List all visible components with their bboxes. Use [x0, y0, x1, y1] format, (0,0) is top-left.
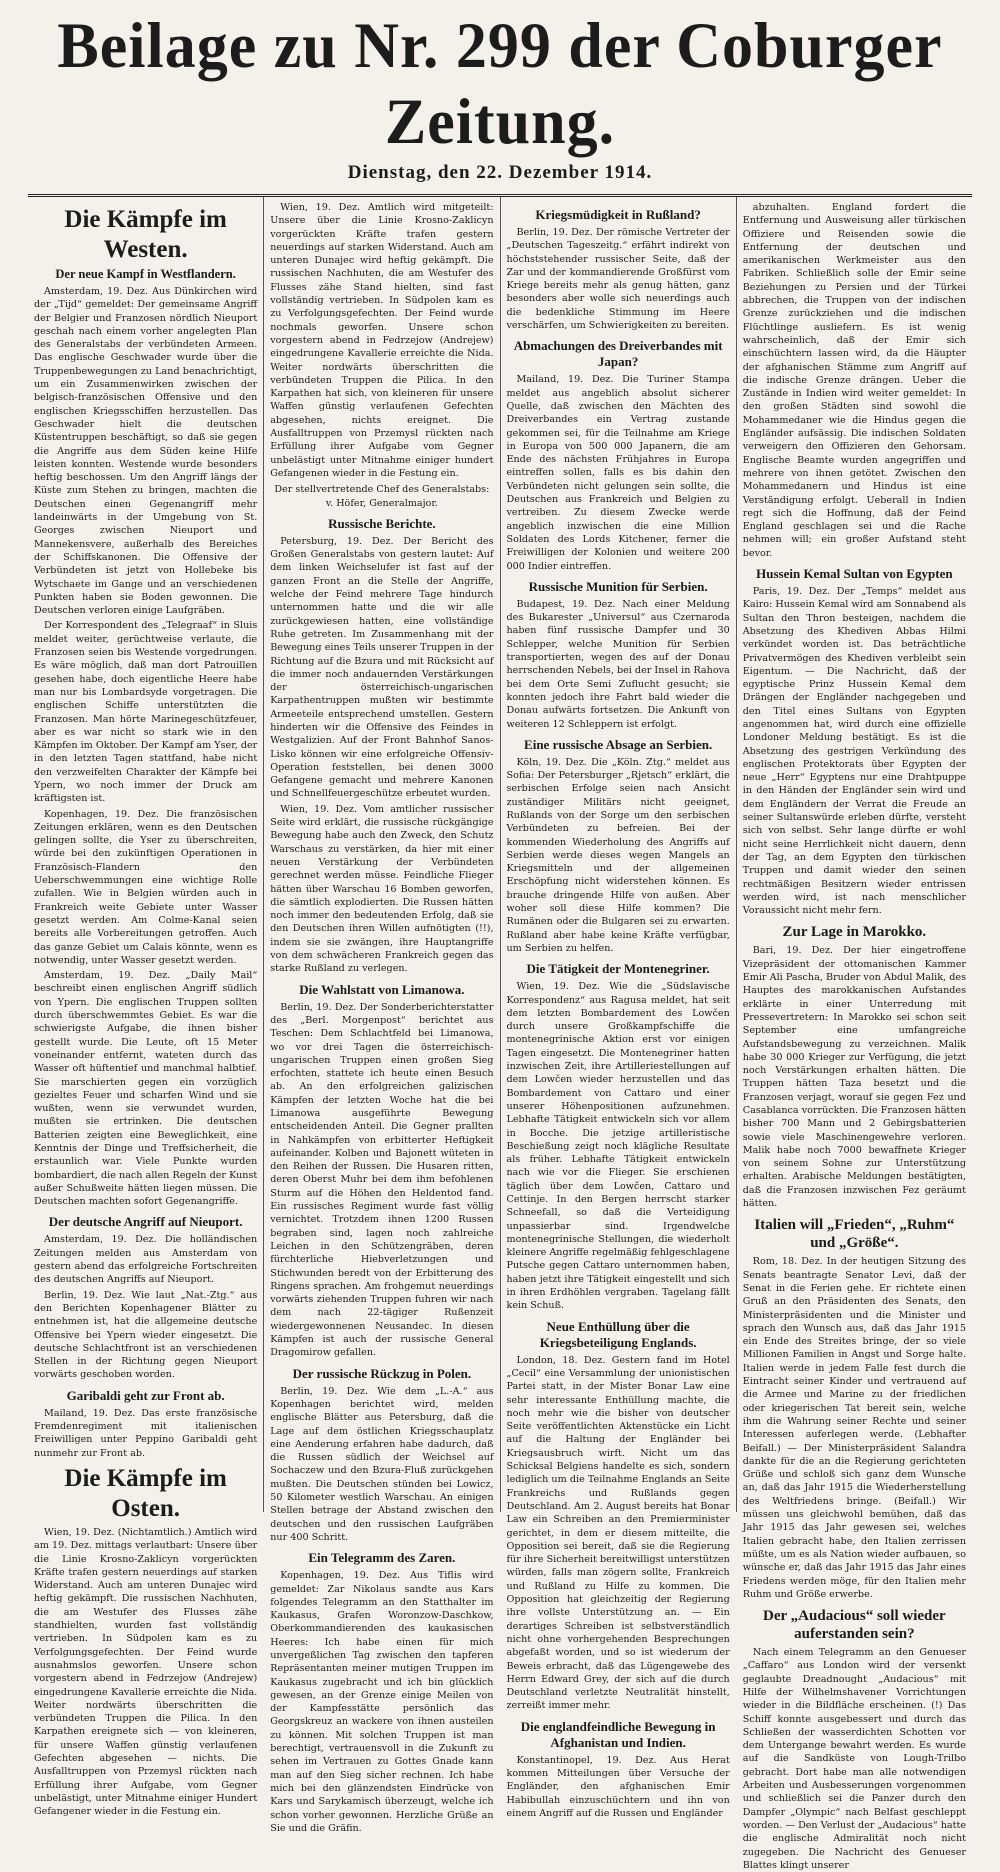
article-headline: Der „Audacious“ soll wieder auferstanden sein?	[763, 1608, 946, 1643]
article-paragraph: Der Korrespondent des „Telegraaf“ in Sluis meldet weiter, gerüchtweise verlaute, die Franzosen seien bis Westende vorgedrungen. Es wäre möglich, daß man dort Patrouillen gesehen habe, doch eigentliche Heere habe man nur bis Lombardsyde vorgetragen. Die englischen Schiffe unterstützten die Franzosen. Man hörte Marinegeschützfeuer, aber es war nicht so stark wie in den Kämpfen im Oktober. Der Kampf am Yser, der in den letzten Tagen stattfand, habe nicht den verzweifelten Charakter der Kämpfe bei Ypern, wo noch immer der Druck am kräftigsten ist.	[34, 620, 258, 805]
article-paragraph: Budapest, 19. Dez. Nach einer Meldung des Bukarester „Universul“ aus Czernaroda haben fünf russische Dampfer und 30 Schlepper, welche Munition für Serbien transportierten, wegen des auf der Donau herrschenden Nebels, bei der Insel in Rahova bei dem Orte Semi Zuflucht gesucht; sie konnten jedoch ihre Fahrt bald wieder die Donau aufwärts fortsetzen. Die Ankunft von weiteren 12 Schleppern ist erfolgt.	[506, 598, 730, 730]
masthead-title: Beilage zu Nr. 299 der Coburger Zeitung.	[57, 10, 943, 158]
article-paragraph: Berlin, 19. Dez. Der Sonderberichterstatter des „Berl. Morgenpost“ berichtet aus Teschen: Dem Schlachtfeld bei Limanowa, wo vor drei Tagen die österreichisch-ungarischen Truppen einen großen Sieg erfochten, stattete ich heute einen Besuch ab. An den erfolgreichen galizischen Kämpfen der letzten Woche hat die bei Limanowa ausgeführte Bewegung entscheidenden Anteil. Die Gegner prallten in Nahkämpfen von erbitterter Heftigkeit aufeinander. Kolben und Bajonett wüteten in den Reihen der Russen. Die Husaren ritten, deren Oberst Muhr bei dem ihm befohlenen Sturm auf die Höhen den Heldentod fand. Ein russisches Regiment wurde fast völlig vernichtet. Trotzdem ihnen 1200 Russen begraben sind, lagen noch zahlreiche Leichen in den Schützengräben, deren fürchterliche Hiebverletzungen und Stichwunden beredt von der Erbitterung des Ringens sprachen. Am frohgemut neuerdings vorwärts ziehenden Truppen fuhren wir nach dem nach 22-tägiger Rußenzeit wiedergewonnenen Neusandec. In diesen Kämpfen ist auch der russische General Dragomirow gefallen.	[270, 1001, 494, 1359]
issue-date: Dienstag, den 22. Dezember 1914.	[347, 162, 653, 183]
article-paragraph: Wien, 19. Dez. Amtlich wird mitgeteilt: Unsere über die Linie Krosno-Zaklicyn vorgerückten Kräfte trafen gestern neuerdings auf starken Widerstand. Auch am unteren Dunajec wird heftig gekämpft. Die russischen Nachhuten, die am Westufer des Flusses zähe Stand hielten, sind fast vollständig vertrieben. In Südpolen kam es zu Verfolgungsgefechten. Der Feind wurde nochmals geworfen. Unsere schon vorgestern abend in Fedrzejow (Andrejew) eingedrungene Kavallerie erreichte die Nida. Weiter nordwärts überschritten die verbündeten Truppen die Pilica. In den Karpathen hat sich, von kleineren für unsere Waffen günstig verlaufenen Gefechten abgesehen, nichts ereignet. Die Ausfalltruppen von Przemysl rückten nach Erfüllung ihrer Aufgabe vom Gegner unbelästigt unter Mitnahme einiger hundert Gefangenen wieder in die Festung ein.	[270, 202, 494, 479]
article-paragraph: Mailand, 19. Dez. Die Turiner Stampa meldet aus angeblich absolut sicherer Quelle, daß zwischen den Mächten des Dreiverbandes ein Vertrag zustande gekommen sei, für die Teilnahme am Kriege in Europa von 500 000 Japanern, die am Ende des nächsten Frühjahres in Europa eintreffen sollen, falls es bis dahin den Verbündeten nicht gelungen sein sollte, die Deutschen aus Frankreich und Belgien zu vertreiben. Zu diesem Zwecke werde angeblich inzwischen die eine Million Soldaten des Lords Kitchener, ferner die Freiwilligen der Kolonien und weitere 200 000 Indier eintreffen.	[506, 374, 730, 572]
article-headline: Hussein Kemal Sultan von Egypten	[756, 566, 953, 582]
article-headline: Eine russische Absage an Serbien.	[524, 736, 713, 752]
article-paragraph: Nach einem Telegramm an den Genueser „Caffaro“ aus London wird der versenkt geglaubte Dreadnought „Audacious“ mit Hilfe der Wilhelmshavener Vorrichtungen wieder in die Bildfläche erscheinen. (!) Das Schiff konnte ausgebessert und durch das Schließen der wasserdichten Schotten vor dem Untergange bewahrt werden. Es wurde auf die Sandküste von Lough-Trilbo gebracht. Dort habe man alle notwendigen Arbeiten und Ausbesserungen vorgenommen und schließlich sei die Panzer durch den Dampfer „Olympic“ nach Belfast geschleppt worden. — Den Verlust der „Audacious“ hatte die englische Admiralität noch nicht zugegeben. Die Nachricht des Genueser Blattes klingt unserer	[742, 1647, 967, 1871]
article-headline: Ein Telegramm des Zaren.	[308, 1550, 456, 1566]
article-paragraph: Mailand, 19. Dez. Das erste französische Fremdenregiment mit italienischen Freiwilligen unter Peppino Garibaldi geht nunmehr zur Front ab.	[34, 1407, 258, 1459]
article-paragraph: London, 18. Dez. Gestern fand im Hotel „Cecil“ eine Versammlung der unionistischen Partei statt, in der Mister Bonar Law eine sehr interessante Enthüllung machte, die noch mehr wie die bisher von deutscher Seite veröffentlichten Aktenstücke ein Licht auf die Haltung der Engländer bei Kriegsausbruch wirft. Nicht um das Schicksal Belgiens handelte es sich, sondern lediglich um die Teilnahme Englands an Seite Frankreichs und Rußlands gegen Deutschland. Am 2. August bereits hat Bonar Law ein Schreiben an den Premierminister gerichtet, in dem er diesem mitteilte, die Opposition sei bereit, daß sie die Regierung für ihre Sicherheit bereitwilligst unterstützen würden, falls man zögern sollte, Frankreich und Rußland zu Hilfe zu kommen. Die Opposition hat gleichzeitig der Regierung ihre vollste Unterstützung an. — Ein derartiges Schreiben ist selbstverständlich nicht ohne vorhergehenden Besprechungen abgefaßt worden, und so ist wiederum der Beweis erbracht, daß das Lügengewebe des Herrn Edward Grey, der sich auf die durch Deutschland verletzte Neutralität hinstellt, zerreißt immer mehr.	[506, 1354, 730, 1712]
article-paragraph: abzuhalten. England fordert die Entfernung und Ausweisung aller türkischen Offiziere und Reisenden sowie die Entfernung der deutschen und amerikanischen Werkmeister aus den Fabriken. Schließlich solle der Emir seine Beziehungen zu Persien und der Türkei abbrechen, die Truppen von der indischen Grenze zurückziehen und die indischen Flüchtlinge ausliefern. Es ist wenig wahrscheinlich, daß der Emir sich einschüchtern lassen wird, da die Häupter der afghanischen Stämme zum Angriff auf die indische Grenze drängen. Ueber die Zustände in Indien wird weiter gemeldet: In den großen Städten sind sowohl die Mohammedaner wie die Hindus gegen die Engländer aufsässig. Die indischen Soldaten verweigern den Offizieren den Gehorsam. Englische Beamte wurden angegriffen und mehrere von ihnen getötet. Zwischen den Mohammedanern und Hindus ist eine Verständigung erfolgt. Ueberall in Indien regt sich die Hoffnung, daß der Feind England geschlagen sei und die Rache nehmen will; ein großer Aufstand steht bevor.	[742, 202, 966, 559]
article-paragraph: Köln, 19. Dez. Die „Köln. Ztg.“ meldet aus Sofia: Der Petersburger „Rjetsch“ erklärt, die serbischen Erfolge seien nach Ansicht zuständiger Militärs nicht geeignet, Rußlands von der Sorge um den serbischen Verbündeten zu befreien. Bei der kommenden Wiederholung des Angriffs auf Serbien werde dieses wegen Mangels an Kriegsmitteln und der allgemeinen Erschöpfung nicht widerstehen können. Es brauche dringende Hilfe von außen. Aber woher soll diese Hilfe kommen? Die Rumänen oder die Bulgaren sei zu erwarten. Rußland aber habe keine Kräfte verfügbar, um Serbien zu helfen.	[506, 756, 730, 954]
article-paragraph: Berlin, 19. Dez. Der römische Vertreter der „Deutschen Tageszeitg.“ erfährt indirekt von höchststehender russischer Seite, daß der Zar und der kommandierende Großfürst vom Kriege bereits mehr als genug hätten, ganz besonders aber wolle sich neuerdings auch die bedenkliche Stimmung im Heere verschärfen, um Schwierigkeiten zu bereiten.	[506, 227, 730, 332]
article-headline: Kriegsmüdigkeit in Rußland?	[535, 207, 701, 222]
article-paragraph: Paris, 19. Dez. Der „Temps“ meldet aus Kairo: Hussein Kemal wird am Sonnabend als Sultan den Thron besteigen, nachdem die Absetzung des Khediven Abbas Hilmi verkündet worden ist. Das beträchtliche Privatvermögen des Khediven verbleibt sein Eigentum. — Die Nachricht, daß der egyptische Prinz Hussein Kemal dem Drängen der Engländer nachgegeben und den Titel eines Sultans von Egypten angenommen hat, wird durch eine offizielle Londoner Meldung bestätigt. Es ist die Absetzung des gestrigen Verkündung des englischen Protektorats über Egypten der neue „Herr“ Egyptens nur eine Drahtpuppe in den Händen der Engländer sein wird und dem Engländern der Verrat die Freude an seiner Sultanswürde erleben dürfte, versteht sich von selbst. Sehr lange dürfte er wohl nicht seine Herrlichkeit nicht dauern, denn der Tag, an dem Egypten den türkischen Truppen und damit wieder den seinen rechtmäßigen Besitzern wieder entrissen werden wird, ist nach menschlicher Voraussicht nicht mehr fern.	[742, 586, 966, 917]
article-paragraph: Bari, 19. Dez. Der hier eingetroffene Vizepräsident der ottomanischen Kammer Emir Ali Pascha, Bruder von Abdul Malik, des Hauptes des marokkanischen Aufstandes erklärte in einer Unterredung mit Pressevertretern: In Marokko sei schon seit September eine umfangreiche Aufstandsbewegung zu verzeichnen. Malik habe 30 000 Krieger zur Verfügung, die jetzt noch Verstärkungen erhalten hätten. Die Truppen hätten Taza besetzt und die Franzosen verjagt, worauf sie gegen Fez und Casablanca vorrückten. Die Franzosen hätten bisher 700 Mann und 2 Gebirgsbatterien sowie viele Maschinengewehre verloren. Malik habe noch 7000 bewaffnete Krieger von seinem Sohne zur Unterstützung erhalten. Arabische Meldungen bestätigten, daß die Franzosen inzwischen Fez geräumt hätten.	[742, 945, 967, 1210]
article-headline: Die Tätigkeit der Montenegriner.	[526, 961, 710, 977]
article-paragraph: Amsterdam, 19. Dez. Aus Dünkirchen wird der „Tijd“ gemeldet: Der gemeinsame Angriff der Belgier und Franzosen nördlich Nieuport geschah nach einem vorher angelegten Plan des Generalstabs der verbündeten Armeen. Das englische Geschwader wurde über die Truppenbewegungen zu Land benachrichtigt, um ein Zusammenwirken zwischen der belgisch-französischen Offensive und den englischen Kriegsschiffen herzustellen. Das Geschwader hielt die deutschen Küstentruppen beschäftigt, so daß sie gegen die Angriffe aus dem Süden keine Hilfe leisten konnten. Westende wurde besonders heftig beschossen. Um den Angriff längs der Küste zum Stehen zu bringen, machten die Deutschen einen Gegenangriff mehr landeinwärts in der Umgebung von St. Georges zwischen Nieuport und Mannekensvere, außerhalb des Bereiches der Schiffskanonen. Die Offensive der Verbündeten ist jetzt von Hollebeke bis Wytschaete im Gange und an verschiedenen Punkten haben sie Boden gewonnen. Die Deutschen verloren einige Laufgräben.	[34, 286, 258, 617]
article-paragraph: Rom, 18. Dez. In der heutigen Sitzung des Senats beantragte Senator Levi, daß der Senat in die Ferien gehe. Er richtete einen Gruß an den Präsidenten des Senats, den Ministerpräsidenten und die Minister und sprach den Wunsch aus, daß das Jahr 1915 ein Ende des Streites bringe, der so viele Millionen Familien in Angst und Sorge halte. Italien werde in jedem Falle fest durch die Eintracht seiner Kinder und vertrauend auf die Armee und Marine zu der friedlichen oder kriegerischen Tat bereit sein, welche ihm die Wahrung seiner Rechte und seiner Interessen auferlegen werde. (Lebhafter Beifall.) — Der Ministerpräsident Salandra dankte für die an die Regierung gerichteten Grüße und schloß sich ganz dem Wunsche an, daß das Jahr 1915 die Wiederherstellung des Weltfriedens bringe. (Beifall.) Wir müssen uns gleichwohl bemühen, daß das Jahr 1915 das Jahr gewesen sei, welches Italien gebracht habe, den Italien zerrissen müßte, um es als Nation wieder aufbauen, so wünsche er, daß das Jahr 1915 das Jahr eines Friedens werden möge, für den Italien mehr Ruhm und Größe erwerbe.	[742, 1256, 966, 1600]
section-headline: Die Kämpfe im Westen.	[64, 206, 227, 263]
article-headline: Garibaldi geht zur Front ab.	[66, 1387, 225, 1403]
article-paragraph: Konstantinopel, 19. Dez. Aus Herat kommen Mitteilungen über Versuche der Engländer, den afghanischen Emir Habibullah einzuschüchtern und ihn von einem Angriff auf die Russen und Engländer	[506, 1754, 730, 1819]
article-headline: Zur Lage in Marokko.	[782, 924, 927, 941]
article-signature: Der stellvertretende Chef des Generalstabs: v. Höfer, Generalmajor.	[274, 484, 490, 509]
article-paragraph: Amsterdam, 19. Dez. „Daily Mail“ beschreibt einen englischen Angriff südlich von Ypern. Die englischen Truppen sollten durch überschwemmtes Gebiet. Es war die schwierigste Aufgabe, die ihnen bisher gestellt wurde. Die Leute, oft 15 Meter voneinander entfernt, wateten durch das Wasser oft hüftentief und manchmal halbtief. Sie marschierten gegen ein vorzüglich gezieltes Feuer und scharfen Wind und sie wußten, wenn sie verwundet wurden, mußten sie ertrinken. Die deutschen Batterien zeigten eine Beweglichkeit, eine Kenntnis der Dinge und Treffsicherheit, die erstaunlich war. Viele Punkte wurden bombardiert, die nach allen Regeln der Kunst außer Schußweite hätten liegen müssen. Die Deutschen machten sofort Gegenangriffe.	[34, 970, 258, 1208]
column-4	[737, 197, 972, 1871]
article-paragraph: Amsterdam, 19. Dez. Die holländischen Zeitungen melden aus Amsterdam von gestern abend das erfolgreiche Fortschreiten des deutschen Angriffs auf Nieuport.	[34, 1234, 258, 1286]
article-headline: Die Wahlstatt von Limanowa.	[299, 981, 465, 997]
article-paragraph: Kopenhagen, 19. Dez. Die französischen Zeitungen erklären, wenn es den Deutschen gelingen sollte, die Yser zu überschreiten, würde bei den zukünftigen Operationen in Französisch-Flandern den Ueberschwemmungen eine wichtige Rolle zufallen. Wie in Belgien würden auch in Frankreich weite Gebiete unter Wasser gesetzt werden. Am Colme-Kanal seien bereits alle Vorbereitungen getroffen. Auch das ganze Gebiet um Calais könnte, wenn es notwendig, unter Wasser gesetzt werden.	[34, 808, 258, 966]
article-paragraph: Wien, 19. Dez. (Nichtamtlich.) Amtlich wird am 19. Dez. mittags verlautbart: Unsere über die Linie Krosno-Zaklicyn vorgerückten Kräfte trafen gestern neuerdings auf starken Widerstand. Auch am unteren Dunajec wird heftig gekämpft. Die russischen Nachhuten, die am Westufer des Flusses zähe standhielten, wurden fast vollständig vertrieben. In Südpolen kam es zu Verfolgungsgefechten. Der Feind wurde ausnahmslos geworfen. Unsere schon vorgestern abend in Fedrzejow (Andrejew) eingedrungene Kavallerie erreichte die Nida. Weiter nordwärts überschritten die verbündeten Truppen die Pilica. In den Karpathen ereignete sich — von kleineren, für unsere Waffen günstig verlaufenen Gefechten abgesehen — nichts. Die Ausfalltruppen von Przemysl rückten nach Erfüllung ihrer Aufgabe, vom Gegner unbelästigt, unter Mitnahme einiger Hundert Gefangener wieder in die Festung ein.	[34, 1526, 258, 1818]
article-headline: Italien will „Frieden“, „Ruhm“ und „Größe“.	[754, 1217, 955, 1252]
article-headline: Der deutsche Angriff auf Nieuport.	[48, 1214, 243, 1230]
article-headline: Russische Berichte.	[328, 515, 436, 531]
article-paragraph: Wien, 19. Dez. Wie die „Südslavische Korrespondenz“ aus Ragusa meldet, hat seit dem letzten Bombardement des Lowčen durch unsere Großkampfschiffe die montenegrinische Aktion erst vor einigen Tagen eingesetzt. Die Montenegriner hatten inzwischen Zeit, ihre Artilleriestellungen auf dem Lowčen wieder herzustellen und das Bombardement von Cattaro und einer unserer Höhenpositionen aufzunehmen. Lebhafte Tätigkeit entwickeln sich vor allem in Bocche. Die jetzige artilleristische Beschießung zeigt noch klägliche Resultate als früher. Lebhafte Tätigkeit entwickeln nach wie vor die Flieger. Sie erschienen täglich über dem Lowčen, Cattaro und Cettinje. In den Bergen herrscht starker Schneefall, so daß die Verteidigung unpassierbar sind. Irgendwelche montenegrinische Stellungen, die wiederholt kleinere Angriffe regelmäßig fehlgeschlagene Putsche gegen Cattaro unternommen haben, haben jetzt ihre Tätigkeit eingestellt und sich in ihren Erdhöhlen vergraben. Tagelang fällt kein Schuß.	[506, 981, 730, 1312]
article-headline: Der russische Rückzug in Polen.	[292, 1365, 472, 1381]
article-subheading: Der neue Kampf in Westflandern.	[55, 267, 236, 281]
article-paragraph: Berlin, 19. Dez. Wie laut „Nat.-Ztg.“ aus den Berichten Kopenhagener Blätter zu entnehmen ist, hat die allgemeine deutsche Offensive bei Ypern wieder eingesetzt. Die deutsche Schlachtfront ist an verschiedenen Stellen in der Richtung gegen Nieuport vorwärts geschoben worden.	[34, 1289, 258, 1381]
article-paragraph: Berlin, 19. Dez. Wie dem „L.-A.“ aus Kopenhagen berichtet wird, melden englische Blätter aus Petersburg, daß die Lage auf dem östlichen Kriegsschauplatz eine Aenderung erfahren habe dadurch, daß die Russen südlich der Weichsel auf Sochaczew und den Bzura-Fluß zurückgehen mußten. Die Deutschen stünden bei Lowicz, 50 Kilometer westlich Warschau. An einigen Stellen betrage der Abstand zwischen den deutschen und den russischen Laufgräben nur 400 Schritt.	[270, 1385, 494, 1543]
article-headline: Neue Enthüllung über die Kriegsbeteiligung Englands.	[539, 1318, 697, 1350]
column-1	[28, 197, 264, 1818]
article-paragraph: Petersburg, 19. Dez. Der Bericht des Großen Generalstabs von gestern lautet: Auf dem linken Weichselufer ist fast auf der ganzen Front an die Stelle der Angriffe, welche der Feind mehrere Tage hindurch unternommen hatte und die wir alle zurückgewiesen hatten, eine vollständige Ruhe getreten. Im Zusammenhang mit der Bewegung eines Teils unserer Truppen in der Richtung auf die Bzura und mit Rücksicht auf die immer noch andauernden Verstärkungen der österreichisch-ungarischen Karpathentruppen mußten wir bestimmte Armeeteile entsprechend umstellen. Gestern hinderten wir die Offensive des Feindes in Westgalizien. Auf der Front Bahnhof Sanos-Lisko können wir eine erfolgreiche Offensiv-Operation feststellen, bei denen 3000 Gefangene gemacht und mehrere Kanonen und Schnellfeuergeschütze erbeutet wurden.	[270, 535, 494, 800]
article-headline: Russische Munition für Serbien.	[528, 578, 708, 594]
article-columns	[28, 197, 972, 1871]
column-3	[501, 197, 737, 1819]
article-paragraph: Kopenhagen, 19. Dez. Aus Tiflis wird gemeldet: Zar Nikolaus sandte aus Kars folgendes Telegramm an den Statthalter im Kaukasus, Grafen Woronzow-Daschkow, Oberkommandierenden des kaukasischen Heeres: Ich habe einen für mich unvergeßlichen Tag zwischen den tapferen Repräsentanten meiner mutigen Truppen im Kaukasus zugebracht und ich bin glücklich gewesen, an der Grenze einige Meilen von der Kampfesstätte persönlich das Georgskreuz an wackere von ihnen austeilen zu können. Mit solchen Truppen ist man berechtigt, vertrauensvoll in die Zukunft zu sehen im Vertrauen zu Gottes Gnade kann man auf den Sieg sicher rechnen. Ich habe mich bei den glänzendsten Eindrücke von Kars und Sarykamisch überzeugt, welche ich schon vorher gewonnen. Herzliche Grüße an Sie und die Gräfin.	[270, 1570, 494, 1834]
column-2	[264, 197, 500, 1834]
article-paragraph: Wien, 19. Dez. Vom amtlicher russischer Seite wird erklärt, die russische rückgängige Bewegung habe auch den Zweck, den Schutz Warschaus zu verstärken, da hier mit einer neuen Verstärkung der Verbündeten gerechnet werden müsse. Feindliche Flieger hätten über Warschau 16 Bomben geworfen, die sämtlich explodierten. Die Russen hätten noch immer den bedeutenden Erfolg, daß sie den Deutschen ihren Willen aufnötigten (!!), indem sie sie zwängen, ihre Hauptangriffe von dem schwächeren Frankreich gegen das starke Rußland zu verlegen.	[270, 803, 494, 975]
article-headline: Abmachungen des Dreiverbandes mit Japan?	[513, 338, 723, 370]
article-headline: Die englandfeindliche Bewegung in Afghanistan und Indien.	[520, 1718, 716, 1750]
section-headline: Die Kämpfe im Osten.	[64, 1464, 227, 1522]
